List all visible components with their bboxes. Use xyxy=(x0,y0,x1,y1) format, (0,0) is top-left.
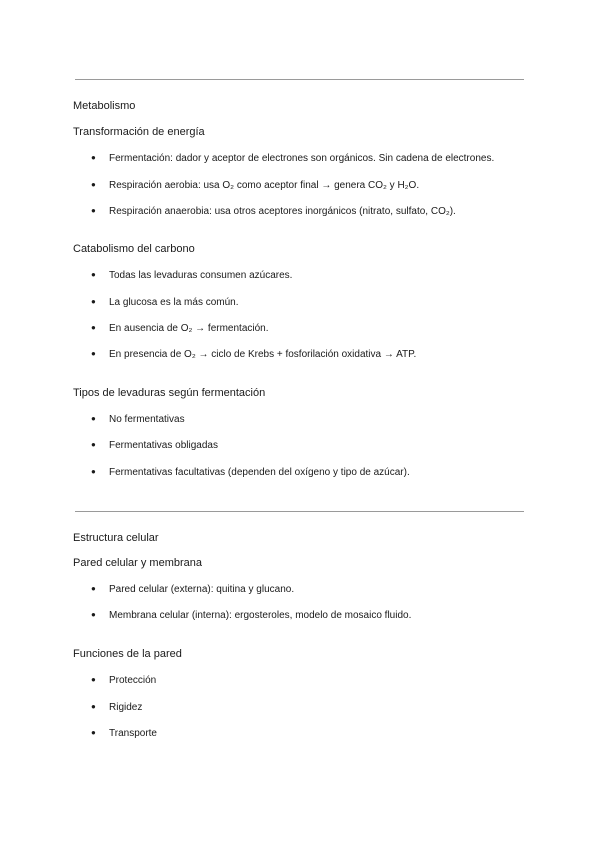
bullet-icon: ● xyxy=(91,584,96,593)
list-item: ● En presencia de O₂ → ciclo de Krebs + fosforilación oxidativa → ATP. xyxy=(91,349,417,360)
bullet-icon: ● xyxy=(91,467,96,476)
section-divider xyxy=(75,511,524,512)
bullet-icon: ● xyxy=(91,206,96,215)
section-title: Metabolismo xyxy=(73,100,136,112)
bullet-icon: ● xyxy=(91,728,96,737)
bullet-icon: ● xyxy=(91,610,96,619)
list-item: ● Transporte xyxy=(91,728,157,739)
bullet-icon: ● xyxy=(91,297,96,306)
list-item: ● Fermentativas obligadas xyxy=(91,440,218,451)
list-item: ● Protección xyxy=(91,675,157,686)
list-item: ● Respiración anaerobia: usa otros aceptores inorgánicos (nitrato, sulfato, CO₂). xyxy=(91,206,456,217)
list-item: ● Membrana celular (interna): ergosteroles, modelo de mosaico fluido. xyxy=(91,610,412,621)
list-item: ● Respiración aerobia: usa O₂ como aceptor final → genera CO₂ y H₂O. xyxy=(91,180,420,191)
list-item: ● En ausencia de O₂ → fermentación. xyxy=(91,323,269,334)
subsection-title: Tipos de levaduras según fermentación xyxy=(73,387,266,399)
list-item: ● Pared celular (externa): quitina y glucano. xyxy=(91,584,295,595)
list-item: ● Fermentativas facultativas (dependen del oxígeno y tipo de azúcar). xyxy=(91,467,410,478)
list-item: ● Fermentación: dador y aceptor de electrones son orgánicos. Sin cadena de electrones. xyxy=(91,153,495,164)
bullet-icon: ● xyxy=(91,440,96,449)
bullet-icon: ● xyxy=(91,323,96,332)
list-item: ● No fermentativas xyxy=(91,414,185,425)
subsection-title: Catabolismo del carbono xyxy=(73,243,195,255)
subsection-title: Transformación de energía xyxy=(73,126,205,138)
bullet-icon: ● xyxy=(91,675,96,684)
bullet-icon: ● xyxy=(91,414,96,423)
list-item: ● Rigidez xyxy=(91,702,143,713)
bullet-icon: ● xyxy=(91,349,96,358)
bullet-icon: ● xyxy=(91,153,96,162)
bullet-icon: ● xyxy=(91,270,96,279)
subsection-title: Pared celular y membrana xyxy=(73,557,203,569)
bullet-icon: ● xyxy=(91,180,96,189)
list-item: ● La glucosa es la más común. xyxy=(91,297,239,308)
section-divider xyxy=(75,79,524,80)
subsection-title: Funciones de la pared xyxy=(73,648,182,660)
bullet-icon: ● xyxy=(91,702,96,711)
list-item: ● Todas las levaduras consumen azúcares. xyxy=(91,270,293,281)
section-title: Estructura celular xyxy=(73,532,159,544)
